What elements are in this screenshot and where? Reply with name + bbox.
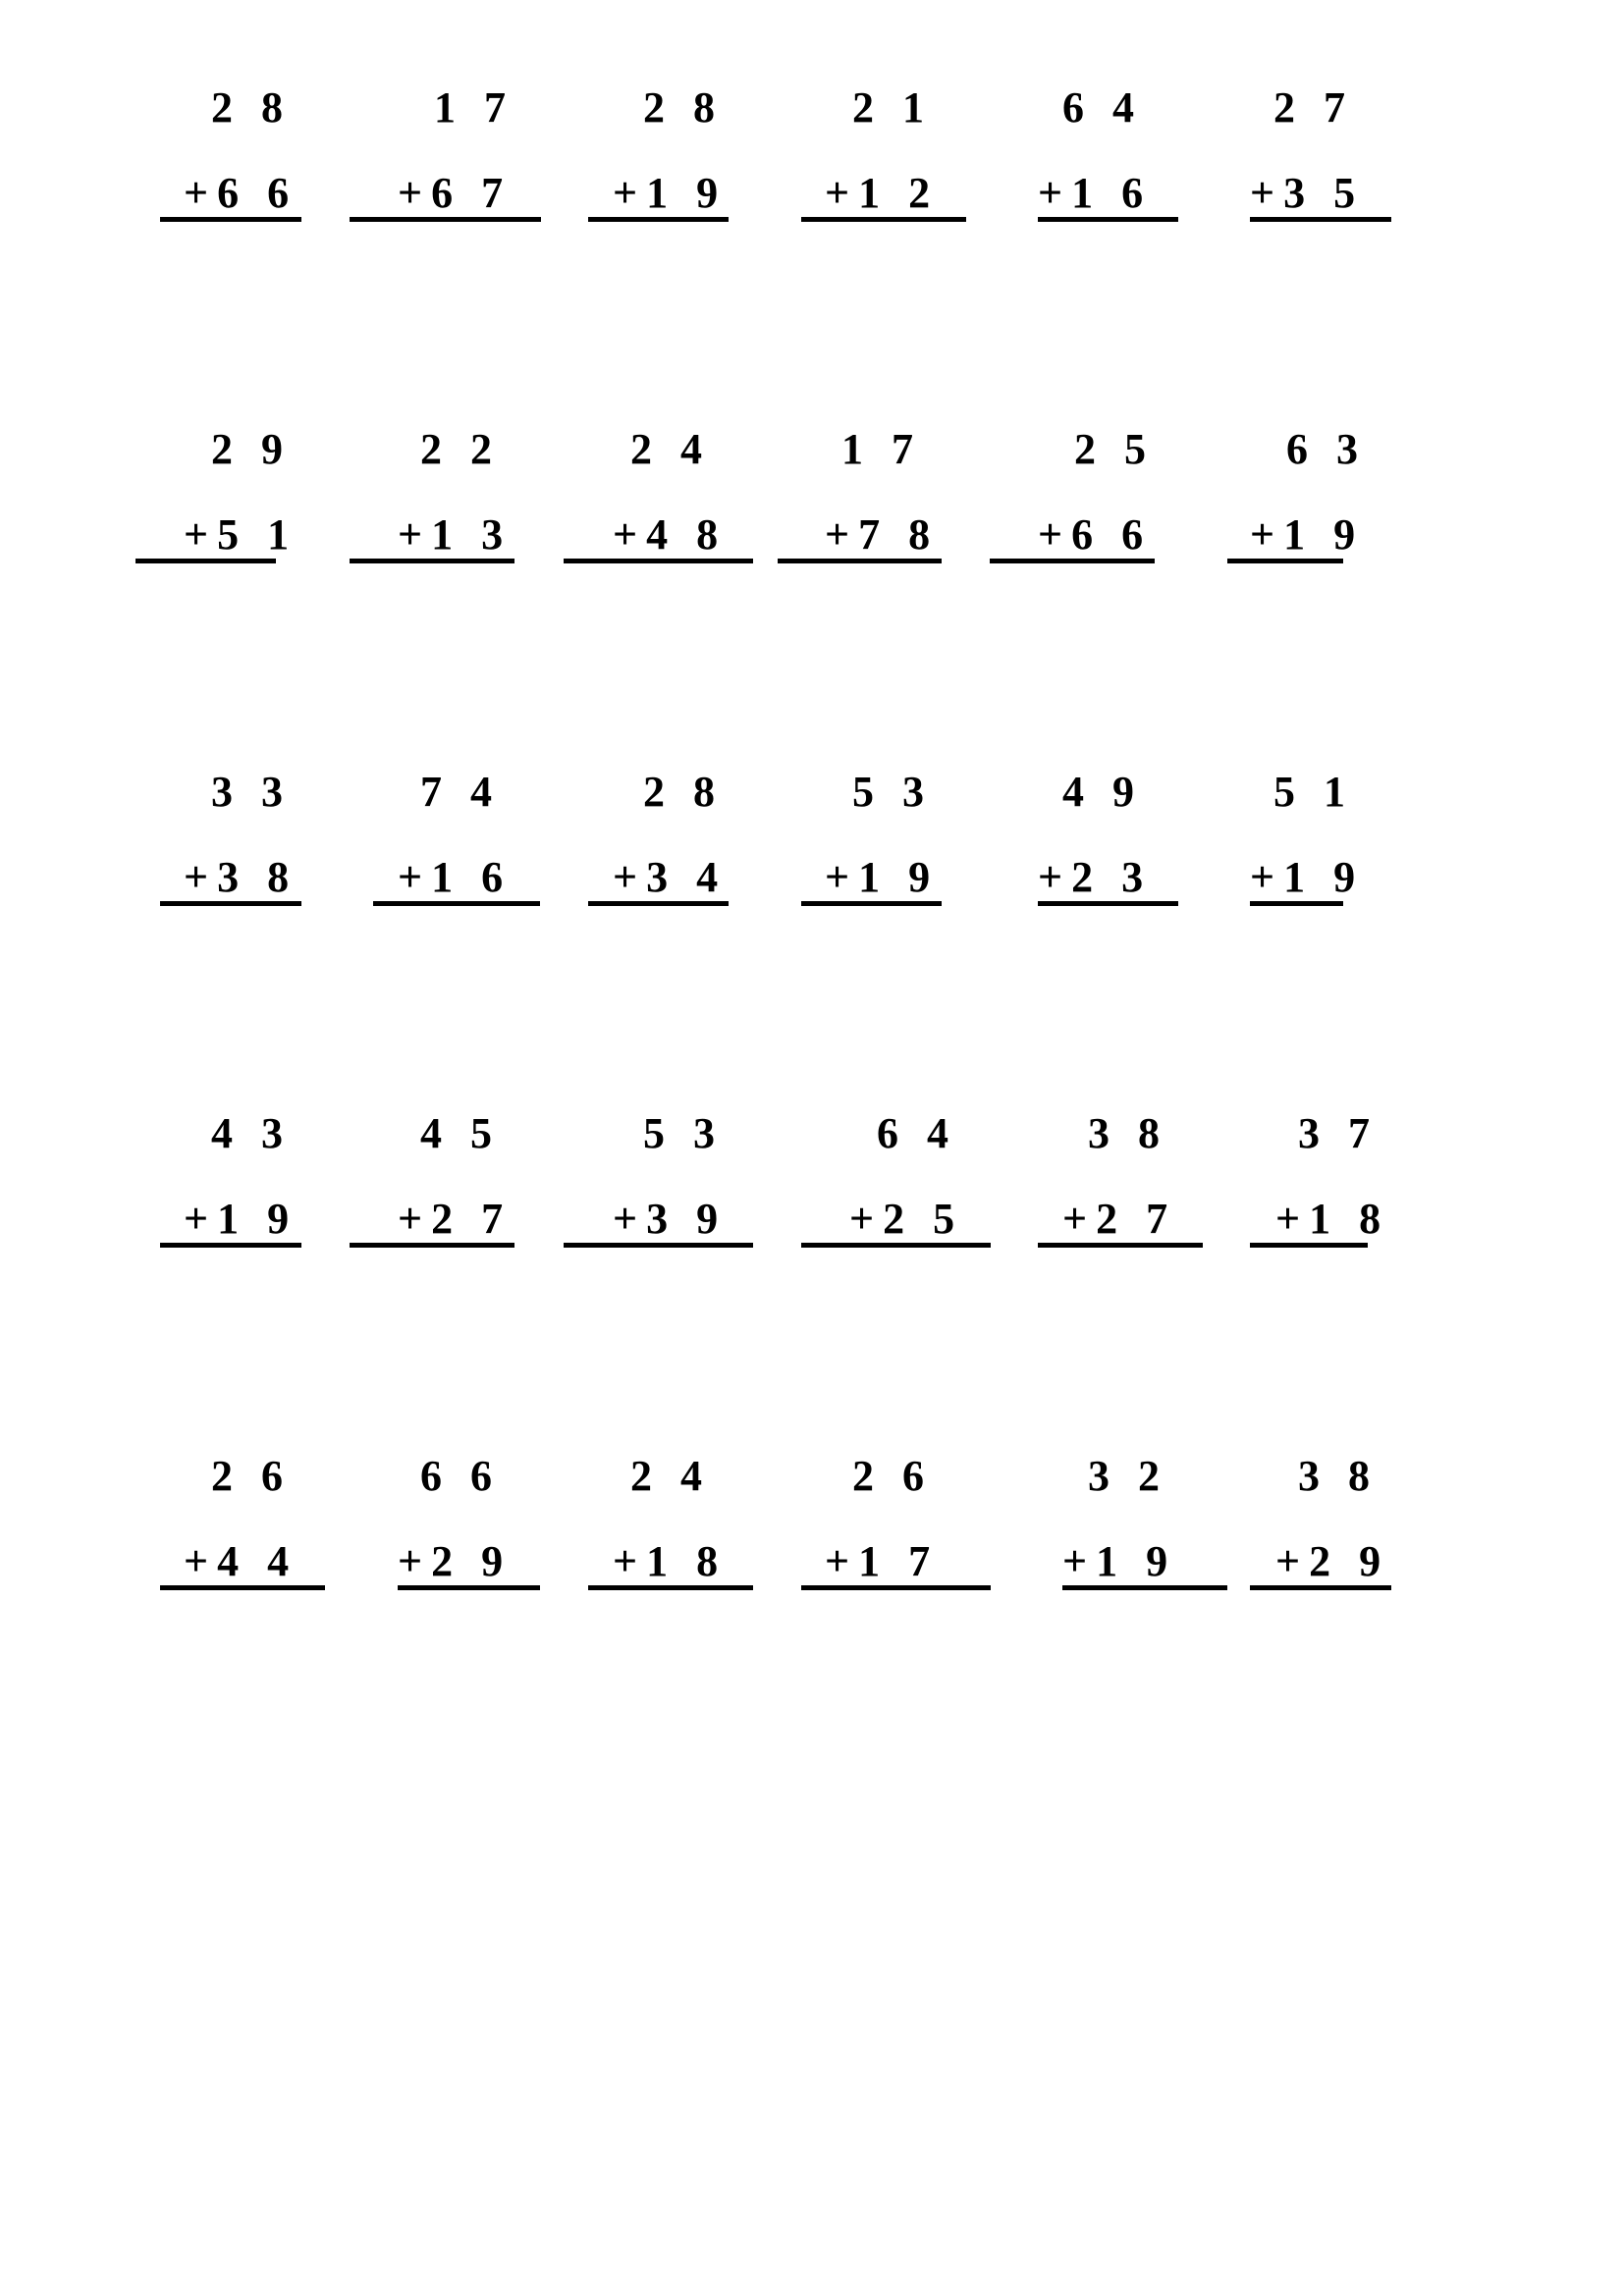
bottom-addend: +6 6 [1038,510,1153,559]
top-addend: 2 4 [630,1452,711,1500]
bottom-addend: +6 6 [184,169,298,217]
bottom-addend: +6 7 [398,169,513,217]
bottom-addend: +1 8 [613,1537,728,1585]
bottom-addend: +7 8 [825,510,940,559]
top-addend: 4 5 [420,1109,501,1157]
answer-line [1062,1585,1227,1590]
top-addend: 7 4 [420,768,501,816]
problem-row-1 [0,83,1624,243]
top-addend: 3 8 [1298,1452,1379,1500]
top-addend: 5 3 [643,1109,724,1157]
bottom-addend: +2 3 [1038,853,1153,901]
top-addend: 4 9 [1062,768,1143,816]
bottom-addend: +3 9 [613,1195,728,1243]
answer-line [350,1243,514,1248]
top-addend: 4 3 [211,1109,292,1157]
top-addend: 6 6 [420,1452,501,1500]
top-addend: 5 3 [852,768,933,816]
bottom-addend: +1 9 [1250,510,1365,559]
top-addend: 2 8 [643,768,724,816]
top-addend: 2 6 [852,1452,933,1500]
top-addend: 6 4 [877,1109,957,1157]
top-addend: 2 9 [211,425,292,473]
answer-line [1038,1243,1203,1248]
bottom-addend: +2 9 [1275,1537,1390,1585]
bottom-addend: +4 4 [184,1537,298,1585]
bottom-addend: +1 9 [825,853,940,901]
bottom-addend: +1 7 [825,1537,940,1585]
answer-line [1038,901,1178,906]
bottom-addend: +2 7 [398,1195,513,1243]
top-addend: 3 7 [1298,1109,1379,1157]
answer-line [1250,1585,1391,1590]
answer-line [990,559,1155,563]
top-addend: 2 6 [211,1452,292,1500]
top-addend: 3 3 [211,768,292,816]
answer-line [588,901,729,906]
answer-line [801,901,942,906]
answer-line [1227,559,1343,563]
bottom-addend: +3 5 [1250,169,1365,217]
answer-line [350,559,514,563]
top-addend: 2 8 [643,83,724,132]
answer-line [1250,1243,1368,1248]
answer-line [801,217,966,222]
bottom-addend: +3 8 [184,853,298,901]
top-addend: 2 5 [1074,425,1155,473]
top-addend: 6 3 [1286,425,1367,473]
bottom-addend: +3 4 [613,853,728,901]
top-addend: 2 2 [420,425,501,473]
problem-row-2 [0,425,1624,585]
answer-line [588,1585,753,1590]
bottom-addend: +1 6 [1038,169,1153,217]
bottom-addend: +1 9 [184,1195,298,1243]
answer-line [564,1243,753,1248]
top-addend: 3 2 [1088,1452,1168,1500]
bottom-addend: +1 6 [398,853,513,901]
answer-line [564,559,753,563]
bottom-addend: +2 7 [1062,1195,1177,1243]
bottom-addend: +2 5 [849,1195,964,1243]
bottom-addend: +1 3 [398,510,513,559]
bottom-addend: +1 9 [1250,853,1365,901]
bottom-addend: +5 1 [184,510,298,559]
answer-line [373,901,540,906]
bottom-addend: +1 2 [825,169,940,217]
answer-line [1250,217,1391,222]
answer-line [398,1585,540,1590]
bottom-addend: +2 9 [398,1537,513,1585]
bottom-addend: +4 8 [613,510,728,559]
top-addend: 2 1 [852,83,933,132]
problem-row-5 [0,1452,1624,1612]
top-addend: 5 1 [1273,768,1354,816]
top-addend: 1 7 [841,425,922,473]
top-addend: 2 7 [1273,83,1354,132]
answer-line [801,1243,991,1248]
problem-row-4 [0,1109,1624,1269]
answer-line [1038,217,1178,222]
top-addend: 2 4 [630,425,711,473]
top-addend: 6 4 [1062,83,1143,132]
answer-line [801,1585,991,1590]
top-addend: 1 7 [434,83,514,132]
answer-line [778,559,942,563]
bottom-addend: +1 9 [1062,1537,1177,1585]
bottom-addend: +1 9 [613,169,728,217]
answer-line [588,217,729,222]
answer-line [1250,901,1343,906]
bottom-addend: +1 8 [1275,1195,1390,1243]
top-addend: 3 8 [1088,1109,1168,1157]
answer-line [350,217,541,222]
problem-row-3 [0,768,1624,928]
top-addend: 2 8 [211,83,292,132]
